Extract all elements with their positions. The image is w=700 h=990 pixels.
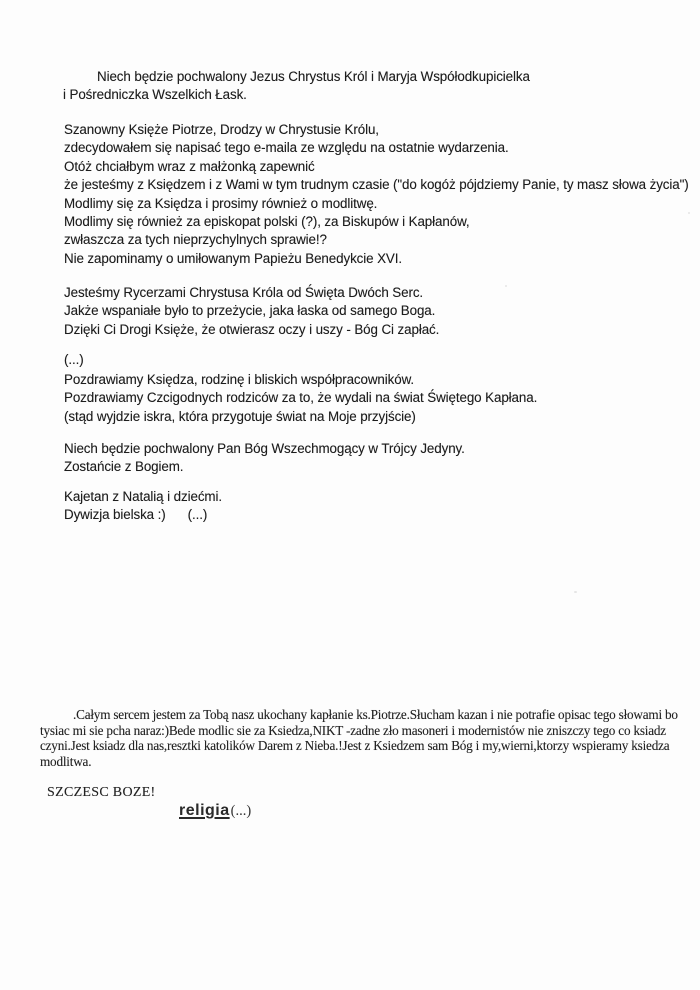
letter-line: (stąd wyjdzie iskra, która przygotuje świat na Moje przyjście)	[64, 408, 416, 424]
letter-line: Pozdrawiamy Czcigodnych rodziców za to, że wydali na świat Świętego Kapłana.	[64, 390, 538, 406]
scan-noise-speck	[574, 591, 577, 593]
reply-line: tysiac mi sie pcha naraz:)Bede modlic sie za Ksiedza,NIKT -zadne zło masoneri i modernistów nie zniszczy tego co ksiadz	[40, 722, 666, 738]
letter-line: że jesteśmy z Księdzem i z Wami w tym trudnym czasie ("do kogóż pójdziemy Panie, ty masz słowa życia")	[64, 177, 689, 193]
reply-closing: SZCZESC BOZE!	[47, 785, 156, 800]
reply-line: czyni.Jest ksiadz dla nas,resztki katolików Darem z Nieba.!Jest z Ksiedzem sam Bóg i my,wierni,ktorzy wspieramy ksiedza	[40, 738, 670, 754]
religia-underlined-word: religia	[179, 802, 230, 819]
letter-line: Modlimy się również za episkopat polski (?), za Biskupów i Kapłanów,	[64, 214, 470, 230]
letter-line: Dzięki Ci Drogi Księże, że otwierasz oczy i uszy - Bóg Ci zapłać.	[64, 321, 440, 337]
reply-line: .Całym sercem jestem za Tobą nasz ukochany kapłanie ks.Piotrze.Słucham kazan i nie potrafie opisac tego słowami bo	[73, 707, 678, 722]
letter-paragraph-4	[64, 440, 465, 477]
letter-salutation	[63, 68, 530, 105]
letter-line: Jesteśmy Rycerzami Chrystusa Króla od Święta Dwóch Serc.	[64, 285, 424, 300]
letter-line: zwłaszcza za tych nieprzychylnych sprawie!?	[64, 232, 327, 248]
scan-noise-speck	[688, 212, 690, 214]
letter-line: Szanowny Księże Piotrze, Drodzy w Chrystusie Królu,	[64, 122, 379, 137]
reply-line: modlitwa.	[40, 753, 92, 769]
signature-line	[64, 506, 222, 524]
signature-text: Dywizja bielska :)	[64, 507, 166, 523]
letter-paragraph-1	[64, 121, 689, 268]
letter-line: (...)	[64, 352, 84, 367]
salutation-line: Niech będzie pochwalony Jezus Chrystus Król i Maryja Współodkupicielka	[97, 69, 530, 84]
religia-suffix: (...)	[230, 803, 252, 819]
letter-line: Modlimy się za Księdza i prosimy również o modlitwę.	[64, 195, 378, 211]
signature-line: Kajetan z Natalią i dziećmi.	[64, 489, 222, 504]
signature-suffix: (...)	[187, 507, 208, 523]
letter-line: Zostańcie z Bogiem.	[64, 459, 184, 475]
letter-line: zdecydowałem się napisać tego e-maila ze względu na ostatnie wydarzenia.	[64, 140, 509, 156]
letter-ellipsis	[64, 351, 84, 369]
letter-line: Niech będzie pochwalony Pan Bóg Wszechmogący w Trójcy Jedyny.	[64, 441, 465, 456]
letter-line: Otóż chciałbym wraz z małżonką zapewnić	[64, 158, 315, 174]
letter-line: Jakże wspaniałe było to przeżycie, jaka łaska od samego Boga.	[64, 303, 436, 319]
salutation-line: i Pośredniczka Wszelkich Łask.	[63, 87, 247, 103]
reply-religia-line	[179, 802, 251, 820]
letter-line: Nie zapominamy o umiłowanym Papieżu Benedykcie XVI.	[64, 250, 403, 266]
letter-paragraph-2	[64, 284, 439, 339]
letter-line: Pozdrawiamy Księdza, rodzinę i bliskich współpracowników.	[64, 372, 415, 387]
scan-noise-speck	[505, 285, 507, 287]
reply-paragraph	[40, 707, 678, 769]
letter-signature	[64, 488, 222, 525]
letter-paragraph-3	[64, 371, 537, 426]
